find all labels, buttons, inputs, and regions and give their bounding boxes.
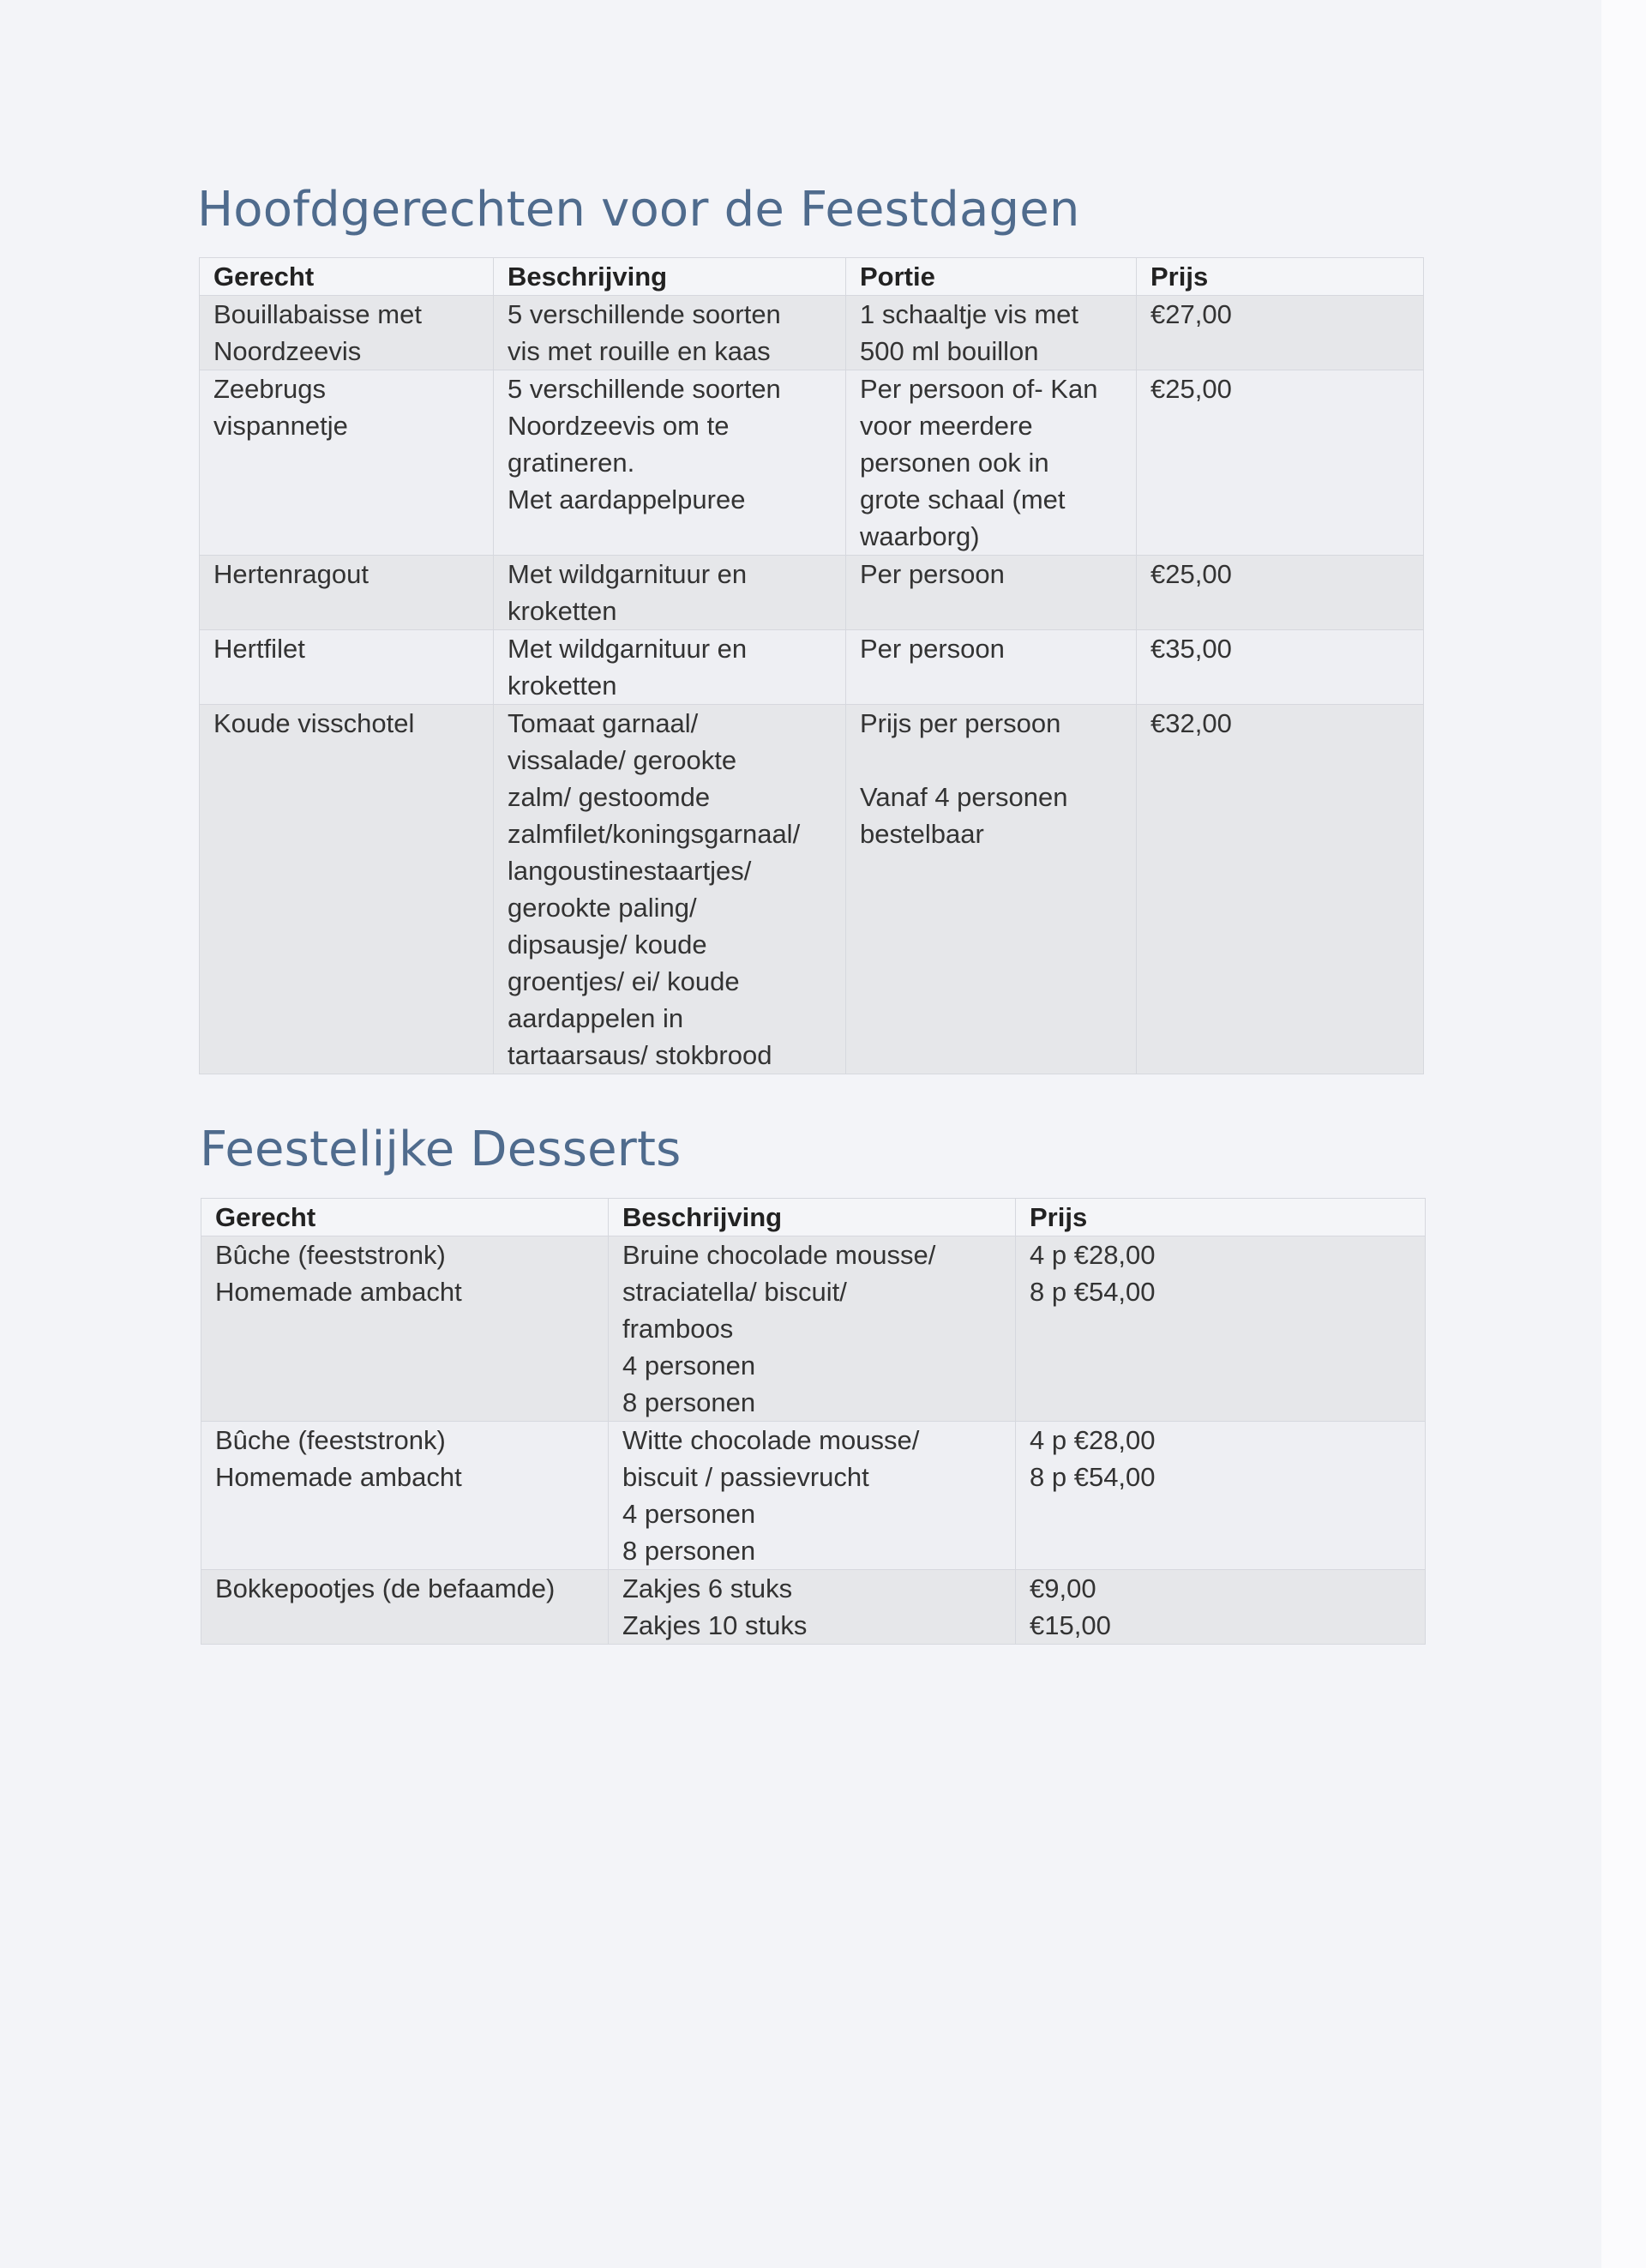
header-price: Prijs bbox=[1137, 258, 1424, 296]
main-courses-table bbox=[199, 257, 1424, 1074]
table-row bbox=[200, 705, 1424, 1074]
price-cell: €35,00 bbox=[1137, 630, 1424, 705]
header-price: Prijs bbox=[1016, 1199, 1426, 1236]
description-cell: Bruine chocolade mousse/ straciatella/ biscuit/ framboos 4 personen 8 personen bbox=[609, 1236, 1016, 1422]
dish-cell: Bouillabaisse met Noordzeevis bbox=[200, 296, 494, 370]
table-row bbox=[200, 296, 1424, 370]
price-cell: 4 p €28,00 8 p €54,00 bbox=[1016, 1236, 1426, 1422]
description-cell: 5 verschillende soorten vis met rouille en kaas bbox=[494, 296, 846, 370]
header-description: Beschrijving bbox=[609, 1199, 1016, 1236]
header-portion: Portie bbox=[846, 258, 1137, 296]
price-cell: €25,00 bbox=[1137, 370, 1424, 556]
header-dish: Gerecht bbox=[200, 258, 494, 296]
table-row bbox=[201, 1570, 1426, 1645]
description-cell: Witte chocolade mousse/ biscuit / passievrucht 4 personen 8 personen bbox=[609, 1422, 1016, 1570]
description-cell: Met wildgarnituur en kroketten bbox=[494, 630, 846, 705]
portion-cell: Prijs per persoon Vanaf 4 personen bestelbaar bbox=[846, 705, 1137, 1074]
table-row bbox=[200, 370, 1424, 556]
description-cell: 5 verschillende soorten Noordzeevis om te gratineren. Met aardappelpuree bbox=[494, 370, 846, 556]
dish-cell: Bokkepootjes (de befaamde) bbox=[201, 1570, 609, 1645]
dish-cell: Bûche (feeststronk) Homemade ambacht bbox=[201, 1422, 609, 1570]
description-cell: Zakjes 6 stuks Zakjes 10 stuks bbox=[609, 1570, 1016, 1645]
price-cell: €9,00 €15,00 bbox=[1016, 1570, 1426, 1645]
table-header-row bbox=[200, 258, 1424, 296]
portion-cell: Per persoon bbox=[846, 630, 1137, 705]
price-cell: €25,00 bbox=[1137, 556, 1424, 630]
dish-cell: Bûche (feeststronk) Homemade ambacht bbox=[201, 1236, 609, 1422]
table-header-row bbox=[201, 1199, 1426, 1236]
desserts-table bbox=[201, 1198, 1426, 1645]
table-row bbox=[200, 630, 1424, 705]
dish-cell: Zeebrugs vispannetje bbox=[200, 370, 494, 556]
scan-edge bbox=[1601, 0, 1646, 2268]
description-cell: Tomaat garnaal/ vissalade/ gerookte zalm/ gestoomde zalmfilet/koningsgarnaal/ langoustinestaartjes/ gerookte paling/ dipsausje/ koude groentjes/ ei/ koude aardappelen in tartaarsaus/ stokbrood bbox=[494, 705, 846, 1074]
header-dish: Gerecht bbox=[201, 1199, 609, 1236]
dish-cell: Koude visschotel bbox=[200, 705, 494, 1074]
main-courses-title: Hoofdgerechten voor de Feestdagen bbox=[197, 182, 1080, 238]
header-description: Beschrijving bbox=[494, 258, 846, 296]
dish-cell: Hertfilet bbox=[200, 630, 494, 705]
portion-cell: 1 schaaltje vis met 500 ml bouillon bbox=[846, 296, 1137, 370]
table-row bbox=[200, 556, 1424, 630]
price-cell: €27,00 bbox=[1137, 296, 1424, 370]
table-row bbox=[201, 1422, 1426, 1570]
price-cell: 4 p €28,00 8 p €54,00 bbox=[1016, 1422, 1426, 1570]
dish-cell: Hertenragout bbox=[200, 556, 494, 630]
portion-cell: Per persoon bbox=[846, 556, 1137, 630]
description-cell: Met wildgarnituur en kroketten bbox=[494, 556, 846, 630]
price-cell: €32,00 bbox=[1137, 705, 1424, 1074]
table-row bbox=[201, 1236, 1426, 1422]
desserts-title: Feestelijke Desserts bbox=[200, 1122, 682, 1177]
portion-cell: Per persoon of- Kan voor meerdere personen ook in grote schaal (met waarborg) bbox=[846, 370, 1137, 556]
